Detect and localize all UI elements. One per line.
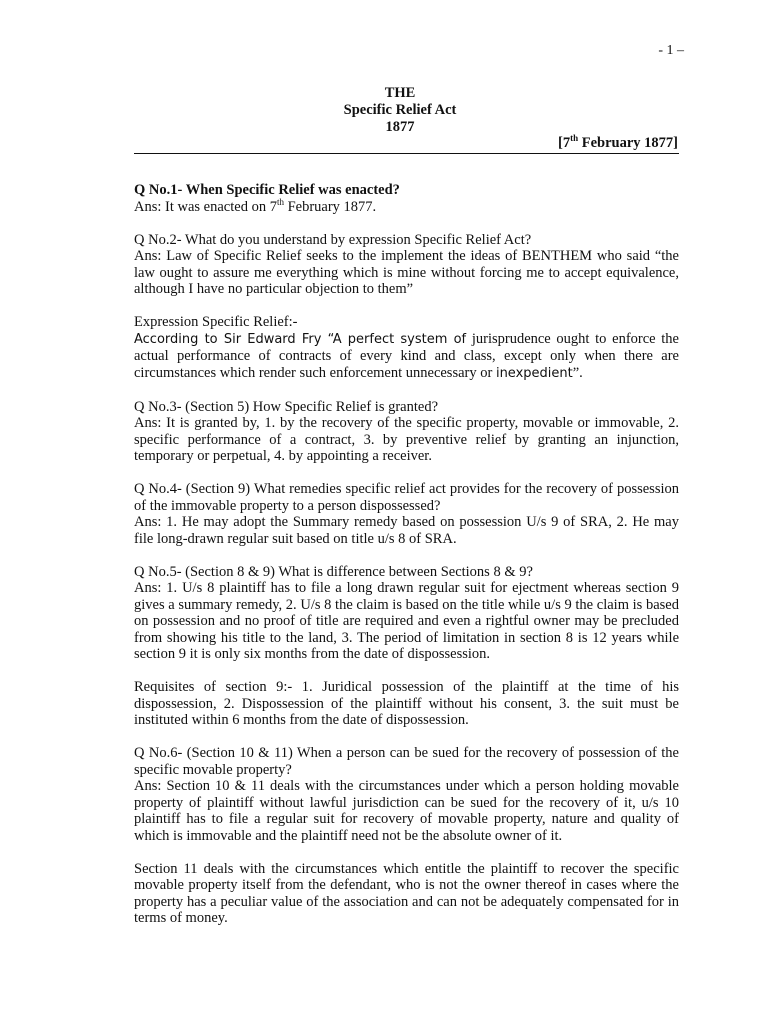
question-6-text: Q No.6- (Section 10 & 11) When a person can be sued for the recovery of possession of the specific movable property?: [134, 745, 679, 778]
question-3-text: Q No.3- (Section 5) How Specific Relief is granted?: [134, 398, 439, 415]
answer-1-text: Ans: It was enacted on 7th February 1877.: [134, 196, 377, 215]
requisites-section: [134, 679, 679, 729]
question-4-text: Q No.4- (Section 9) What remedies specific relief act provides for the recovery of possession of the immovable property to a person dispossessed?: [134, 481, 679, 514]
question-2: [134, 232, 679, 298]
question-3: [134, 399, 679, 465]
question-6: [134, 745, 679, 844]
title-line-act: Specific Relief Act: [343, 102, 457, 118]
question-1: [134, 182, 679, 215]
expression-section: [134, 314, 679, 382]
question-4: [134, 481, 679, 547]
question-2-text: Q No.2- What do you understand by expression Specific Relief Act?: [134, 231, 532, 248]
expression-lead: According to Sir Edward Fry “A perfect system of: [134, 331, 467, 347]
title-line-year: 1877: [385, 119, 415, 135]
section-11-text: Section 11 deals with the circumstances which entitle the plaintiff to recover the specific movable property itself from the defendant, who is not the owner thereof in cases where the property has a peculiar value of the association and can not be adequately compensated for in terms of money.: [134, 860, 679, 926]
question-1-text: Q No.1- When Specific Relief was enacted?: [134, 182, 400, 198]
requisites-text: Requisites of section 9:- 1. Juridical possession of the plaintiff at the time of his dispossession, 2. Dispossession of the plaintiff without his consent, 3. the suit must be instituted within 6 months from the date of dispossession.: [134, 679, 679, 728]
header-divider: [134, 153, 679, 154]
page-number: - 1 –: [658, 43, 684, 58]
answer-6-text: Ans: Section 10 & 11 deals with the circumstances under which a person holding movable property of plaintiff without lawful jurisdiction can be sued for the recovery of it, u/s 10 plaintiff has to file a regular suit for recovery of movable property, nature and quality of which is immovable and the plaintiff need not be the absolute owner of it.: [134, 778, 679, 844]
expression-tail: inexpedient: [495, 365, 573, 381]
section-11-paragraph: [134, 861, 679, 927]
expression-text: jurisprudence ought to enforce the actual performance of contracts of every kind and class, except only when there are circumstances which render such enforcement unnecessary or: [134, 330, 679, 381]
question-5: [134, 564, 679, 663]
answer-5-text: Ans: 1. U/s 8 plaintiff has to file a long drawn regular suit for ejectment whereas section 9 gives a summary remedy, 2. U/s 8 the claim is based on the title while u/s 9 the claim is based on possession and no proof of title are required and even a rightful owner may be precluded from showing his title to the land, 3. The period of limitation in section 8 is 12 years while section 9 it is only six months from the date of dispossession.: [134, 580, 679, 662]
document-body: [134, 182, 679, 943]
enactment-date: [7th February 1877]: [558, 133, 678, 151]
question-5-text: Q No.5- (Section 8 & 9) What is difference between Sections 8 & 9?: [134, 563, 533, 580]
answer-3-text: Ans: It is granted by, 1. by the recovery of the specific property, movable or immovable, 2. specific performance of a contract, 3. by preventive relief by granting an injunction, temporary or perpetual, 4. by appointing a receiver.: [134, 415, 679, 464]
answer-2-text: Ans: Law of Specific Relief seeks to the implement the ideas of BENTHEM who said “the law ought to assure me everything which is mine without forcing me to accept equivalence, although I have no particular objection to them”: [134, 248, 679, 297]
document-title: [0, 85, 768, 136]
answer-4-text: Ans: 1. He may adopt the Summary remedy based on possession U/s 9 of SRA, 2. He may file long-drawn regular suit based on title u/s 8 of SRA.: [134, 514, 679, 547]
expression-end: ”.: [572, 364, 583, 381]
title-line-the: THE: [384, 85, 416, 101]
expression-heading: Expression Specific Relief:-: [134, 314, 298, 330]
